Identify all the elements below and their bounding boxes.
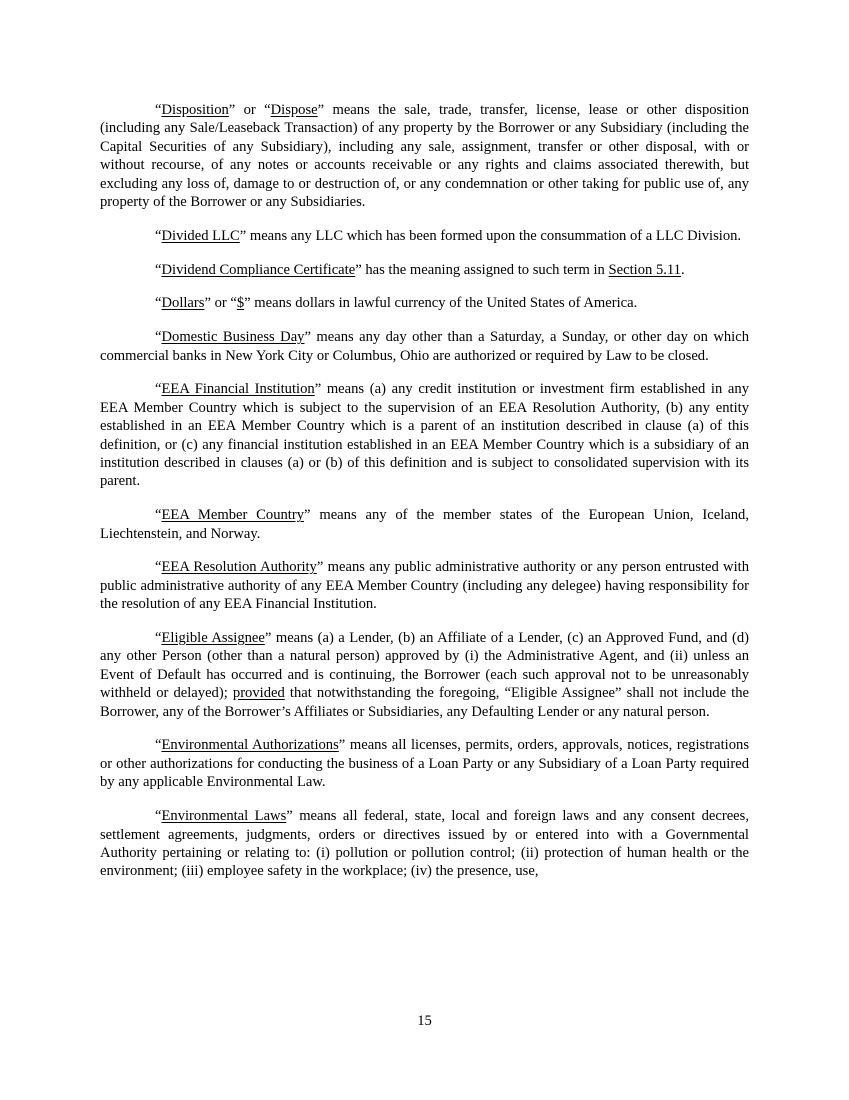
definition-text: ” or “ xyxy=(228,102,271,118)
defined-term: Divided LLC xyxy=(161,227,240,244)
defined-term: Dollars xyxy=(161,295,205,312)
defined-term: EEA Financial Institution xyxy=(161,381,315,398)
definition-paragraph xyxy=(100,380,749,490)
definition-text: “ xyxy=(155,630,162,647)
defined-term: EEA Resolution Authority xyxy=(161,559,317,576)
definition-text: ” means all federal, state, local and foreign laws and any consent decrees, settlement agreements, judgments, orders or directives issued by or entered into with a Governmental Authority pertaining or relating to: (i) pollution or pollution control; (ii) protection of human health or the environment; (iii) employee safety in the workplace; (iv) the presence, use, xyxy=(100,808,749,880)
definition-text: ” or “ xyxy=(204,295,237,312)
definition-text: ” means the sale, trade, transfer, license, lease or other disposition (including any Sale/Leaseback Transaction) of any property by the Borrower or any Subsidiary (including the Capital Securities of any Subsidiary), including any sale, assignment, transfer or other disposal, with or without recourse, of any notes or accounts receivable or any rights and claims associated therewith, but excluding any loss of, damage to or destruction of, or any condemnation or other taking for public use of, any property of the Borrower or any Subsidiaries. xyxy=(100,102,749,211)
definition-paragraph xyxy=(100,807,749,881)
definition-paragraph xyxy=(100,294,749,312)
definition-text: “ xyxy=(155,737,162,754)
defined-term: Disposition xyxy=(161,102,229,118)
defined-term: Dividend Compliance Certificate xyxy=(161,261,356,278)
definition-text: ” means any of the member states of the European Union, Iceland, Liechtenstein, and Norway. xyxy=(100,507,749,542)
definition-text: ” means (a) any credit institution or investment firm established in any EEA Member Country which is subject to the supervision of an EEA Resolution Authority, (b) any entity established in an EEA Member Country which is a parent of an institution described in clause (a) of this definition, or (c) any financial institution established in an EEA Member Country which is a subsidiary of an institution described in clauses (a) or (b) of this definition and is subject to consolidated supervision with its parent. xyxy=(100,381,749,490)
definition-text: “ xyxy=(155,507,162,524)
definition-text: ” means any public administrative authority or any person entrusted with public administrative authority of any EEA Member Country (including any delegee) having responsibility for the resolution of any EEA Financial Institution. xyxy=(100,559,750,613)
definition-paragraph xyxy=(100,328,749,365)
definition-text: . xyxy=(680,261,685,278)
definition-text: ” means (a) a Lender, (b) an Affiliate of a Lender, (c) an Approved Fund, and (d) any other Person (other than a natural person) approved by (i) the Administrative Agent, and (ii) unless an Event of Default has occurred and is continuing, the Borrower (each such approval not to be unreasonably withheld or delayed); xyxy=(100,630,749,702)
definition-paragraph xyxy=(100,736,749,791)
defined-term: Dispose xyxy=(270,102,318,118)
definition-text: “ xyxy=(155,261,162,278)
defined-term: provided xyxy=(232,685,285,702)
defined-term: Environmental Laws xyxy=(161,808,287,825)
definition-text: “ xyxy=(155,227,162,244)
definition-paragraph xyxy=(100,227,749,245)
definition-text: “ xyxy=(155,102,162,118)
definition-text: “ xyxy=(155,295,162,312)
definition-text: “ xyxy=(155,381,162,398)
definition-text: ” has the meaning assigned to such term in xyxy=(355,261,609,278)
defined-term: Domestic Business Day xyxy=(161,329,305,346)
definition-text: ” means all licenses, permits, orders, approvals, notices, registrations or other authorizations for conducting the business of a Loan Party or any Subsidiary of a Loan Party required by any applicable Environmental Law. xyxy=(100,737,750,791)
page-number: 15 xyxy=(417,1013,432,1029)
defined-term: Environmental Authorizations xyxy=(161,737,339,754)
definition-paragraph xyxy=(100,261,749,279)
defined-term: $ xyxy=(236,295,245,312)
definition-paragraph xyxy=(100,558,749,613)
definition-text: that notwithstanding the foregoing, “Eligible Assignee” shall not include the Borrower, any of the Borrower’s Affiliates or Subsidiaries, any Defaulting Lender or any natural person. xyxy=(100,685,749,720)
defined-term: Eligible Assignee xyxy=(161,630,265,647)
definition-text: “ xyxy=(155,559,162,576)
definitions-list xyxy=(100,101,749,896)
definition-paragraph xyxy=(100,629,749,721)
defined-term: EEA Member Country xyxy=(161,507,305,524)
definition-text: ” means any LLC which has been formed upon the consummation of a LLC Division. xyxy=(239,227,742,244)
definition-paragraph xyxy=(100,101,749,211)
definition-text: “ xyxy=(155,329,162,346)
definition-text: ” means any day other than a Saturday, a Sunday, or other day on which commercial banks in New York City or Columbus, Ohio are authorized or required by Law to be closed. xyxy=(100,329,749,364)
defined-term: Section 5.11 xyxy=(608,261,681,278)
definition-text: “ xyxy=(155,808,162,825)
definition-text: ” means dollars in lawful currency of the United States of America. xyxy=(244,295,638,312)
definition-paragraph xyxy=(100,506,749,543)
